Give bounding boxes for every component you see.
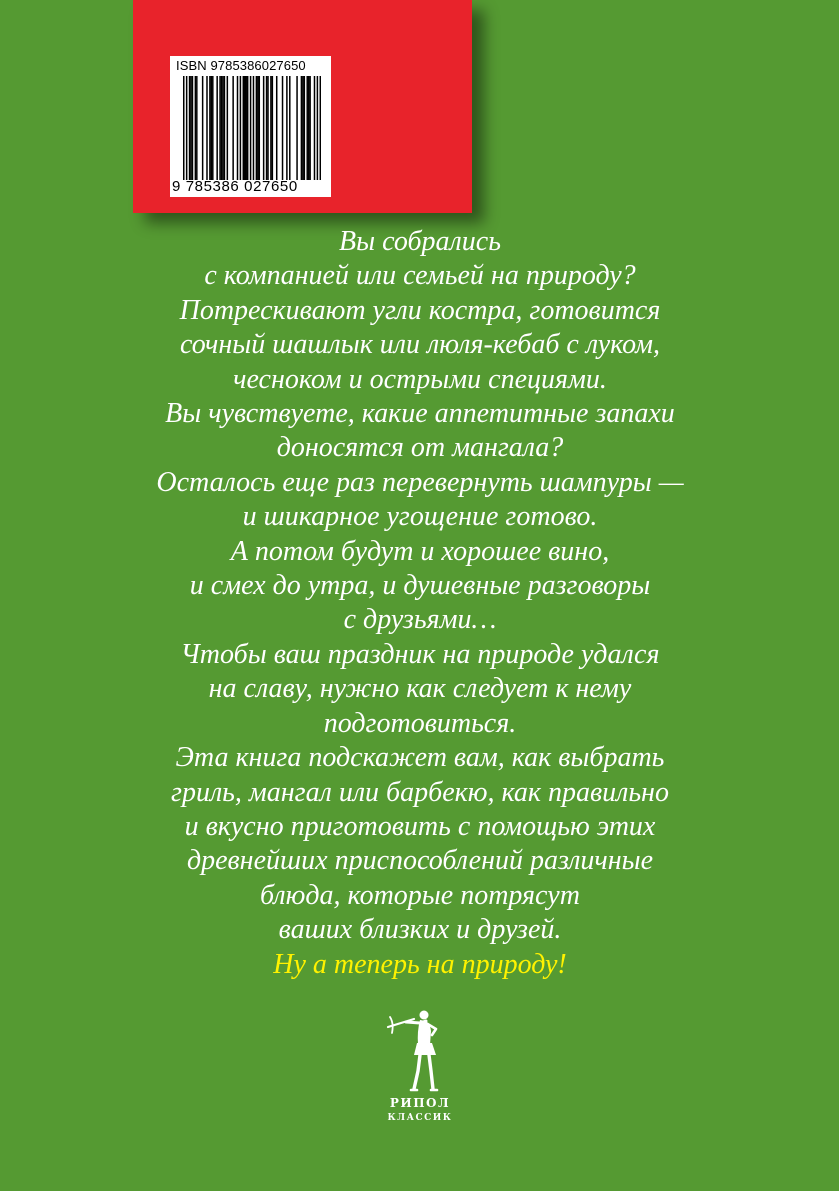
barcode-bar [282, 76, 284, 180]
blurb-line: Вы собрались [339, 226, 501, 257]
barcode-bar [256, 76, 258, 180]
barcode-bar [202, 76, 204, 180]
barcode-bar [222, 76, 224, 180]
barcode-bar [317, 76, 319, 180]
barcode-bar [270, 76, 272, 180]
archer-icon [384, 1005, 456, 1093]
barcode-bar [240, 76, 242, 180]
blurb-text [40, 225, 800, 982]
blurb-line: блюда, которые потрясут [260, 879, 580, 911]
barcode-bar [309, 76, 311, 180]
blurb-line: с компанией или семьей на природу? [204, 260, 636, 292]
barcode-bar [247, 76, 249, 180]
barcode-bar [250, 76, 252, 180]
isbn-label: ISBN 9785386027650 [176, 58, 306, 73]
blurb-line: гриль, мангал или барбекю, как правильно [171, 776, 669, 808]
barcode-bar [196, 76, 198, 180]
blurb-line: доносятся от мангала? [276, 432, 564, 464]
blurb-line: подготовиться. [323, 707, 517, 739]
red-panel [133, 0, 472, 213]
barcode-bar [320, 76, 321, 180]
barcode-bar [302, 76, 304, 180]
barcode-bar [195, 76, 197, 180]
barcode-bar [183, 76, 185, 180]
blurb-line: и смех до утра, и душевные разговоры [189, 570, 651, 602]
publisher-subtitle: КЛАССИК [387, 1113, 453, 1123]
blurb-line: древнейших приспособлений различные [186, 845, 654, 877]
closing-line: Ну а теперь на природу! [273, 948, 567, 980]
barcode-bar [189, 76, 191, 180]
barcode-bar [224, 76, 226, 180]
blurb-line: ваших близких и друзей. [278, 914, 562, 946]
barcode-bar [221, 76, 223, 180]
barcode-bar [257, 76, 259, 180]
barcode-bar [243, 76, 245, 180]
blurb-line: Осталось еще раз перевернуть шампуры — [156, 466, 684, 498]
barcode-bar [266, 76, 268, 180]
blurb-line: Потрескивают угли костра, готовится [179, 294, 661, 326]
blurb-line: на славу, нужно как следует к нему [208, 673, 632, 705]
barcode-bar [286, 76, 288, 180]
barcode-bar [304, 76, 306, 180]
publisher-logo [370, 1005, 470, 1135]
barcode-bar [253, 76, 255, 180]
barcode-bar [259, 76, 261, 180]
barcode-bar [301, 76, 303, 180]
barcode-bar [190, 76, 192, 180]
barcode-bar [245, 76, 247, 180]
barcode-bar [209, 76, 211, 180]
barcode-bar [308, 76, 310, 180]
blurb-line: сочный шашлык или люля-кебаб с луком, [180, 329, 660, 361]
barcode-bar [296, 76, 298, 180]
blurb-line: и вкусно приготовить с помощью этих [184, 810, 656, 842]
barcode-bar [232, 76, 234, 180]
barcode-bar [186, 76, 188, 180]
blurb-line: и шикарное угощение готово. [242, 501, 598, 533]
barcode-bars [183, 76, 321, 180]
barcode-digits: 9 785386 027650 [172, 178, 298, 195]
barcode-bar [219, 76, 221, 180]
blurb-line: Чтобы ваш праздник на природе удался [180, 638, 660, 670]
blurb-line: с друзьями… [343, 604, 497, 636]
blurb-line: Вы чувствуете, какие аппетитные запахи [165, 398, 675, 430]
barcode-bar [216, 76, 218, 180]
barcode-bar [244, 76, 246, 180]
barcode-bar [212, 76, 214, 180]
barcode-bar [276, 76, 278, 180]
barcode-bar [306, 76, 308, 180]
barcode-bar [263, 76, 265, 180]
barcode-bar [314, 76, 316, 180]
blurb-line: чесноком и острыми специями. [233, 363, 607, 395]
blurb-line: Эта книга подскажет вам, как выбрать [175, 742, 665, 774]
barcode [170, 56, 331, 197]
barcode-bar [289, 76, 291, 180]
publisher-name: РИПОЛ [389, 1096, 451, 1110]
barcode-bar [237, 76, 239, 180]
barcode-bar [192, 76, 194, 180]
blurb-line: А потом будут и хорошее вино, [230, 535, 610, 567]
barcode-bar [206, 76, 208, 180]
barcode-bar [211, 76, 213, 180]
barcode-bar [267, 76, 269, 180]
barcode-bar [227, 76, 229, 180]
barcode-bar [272, 76, 274, 180]
